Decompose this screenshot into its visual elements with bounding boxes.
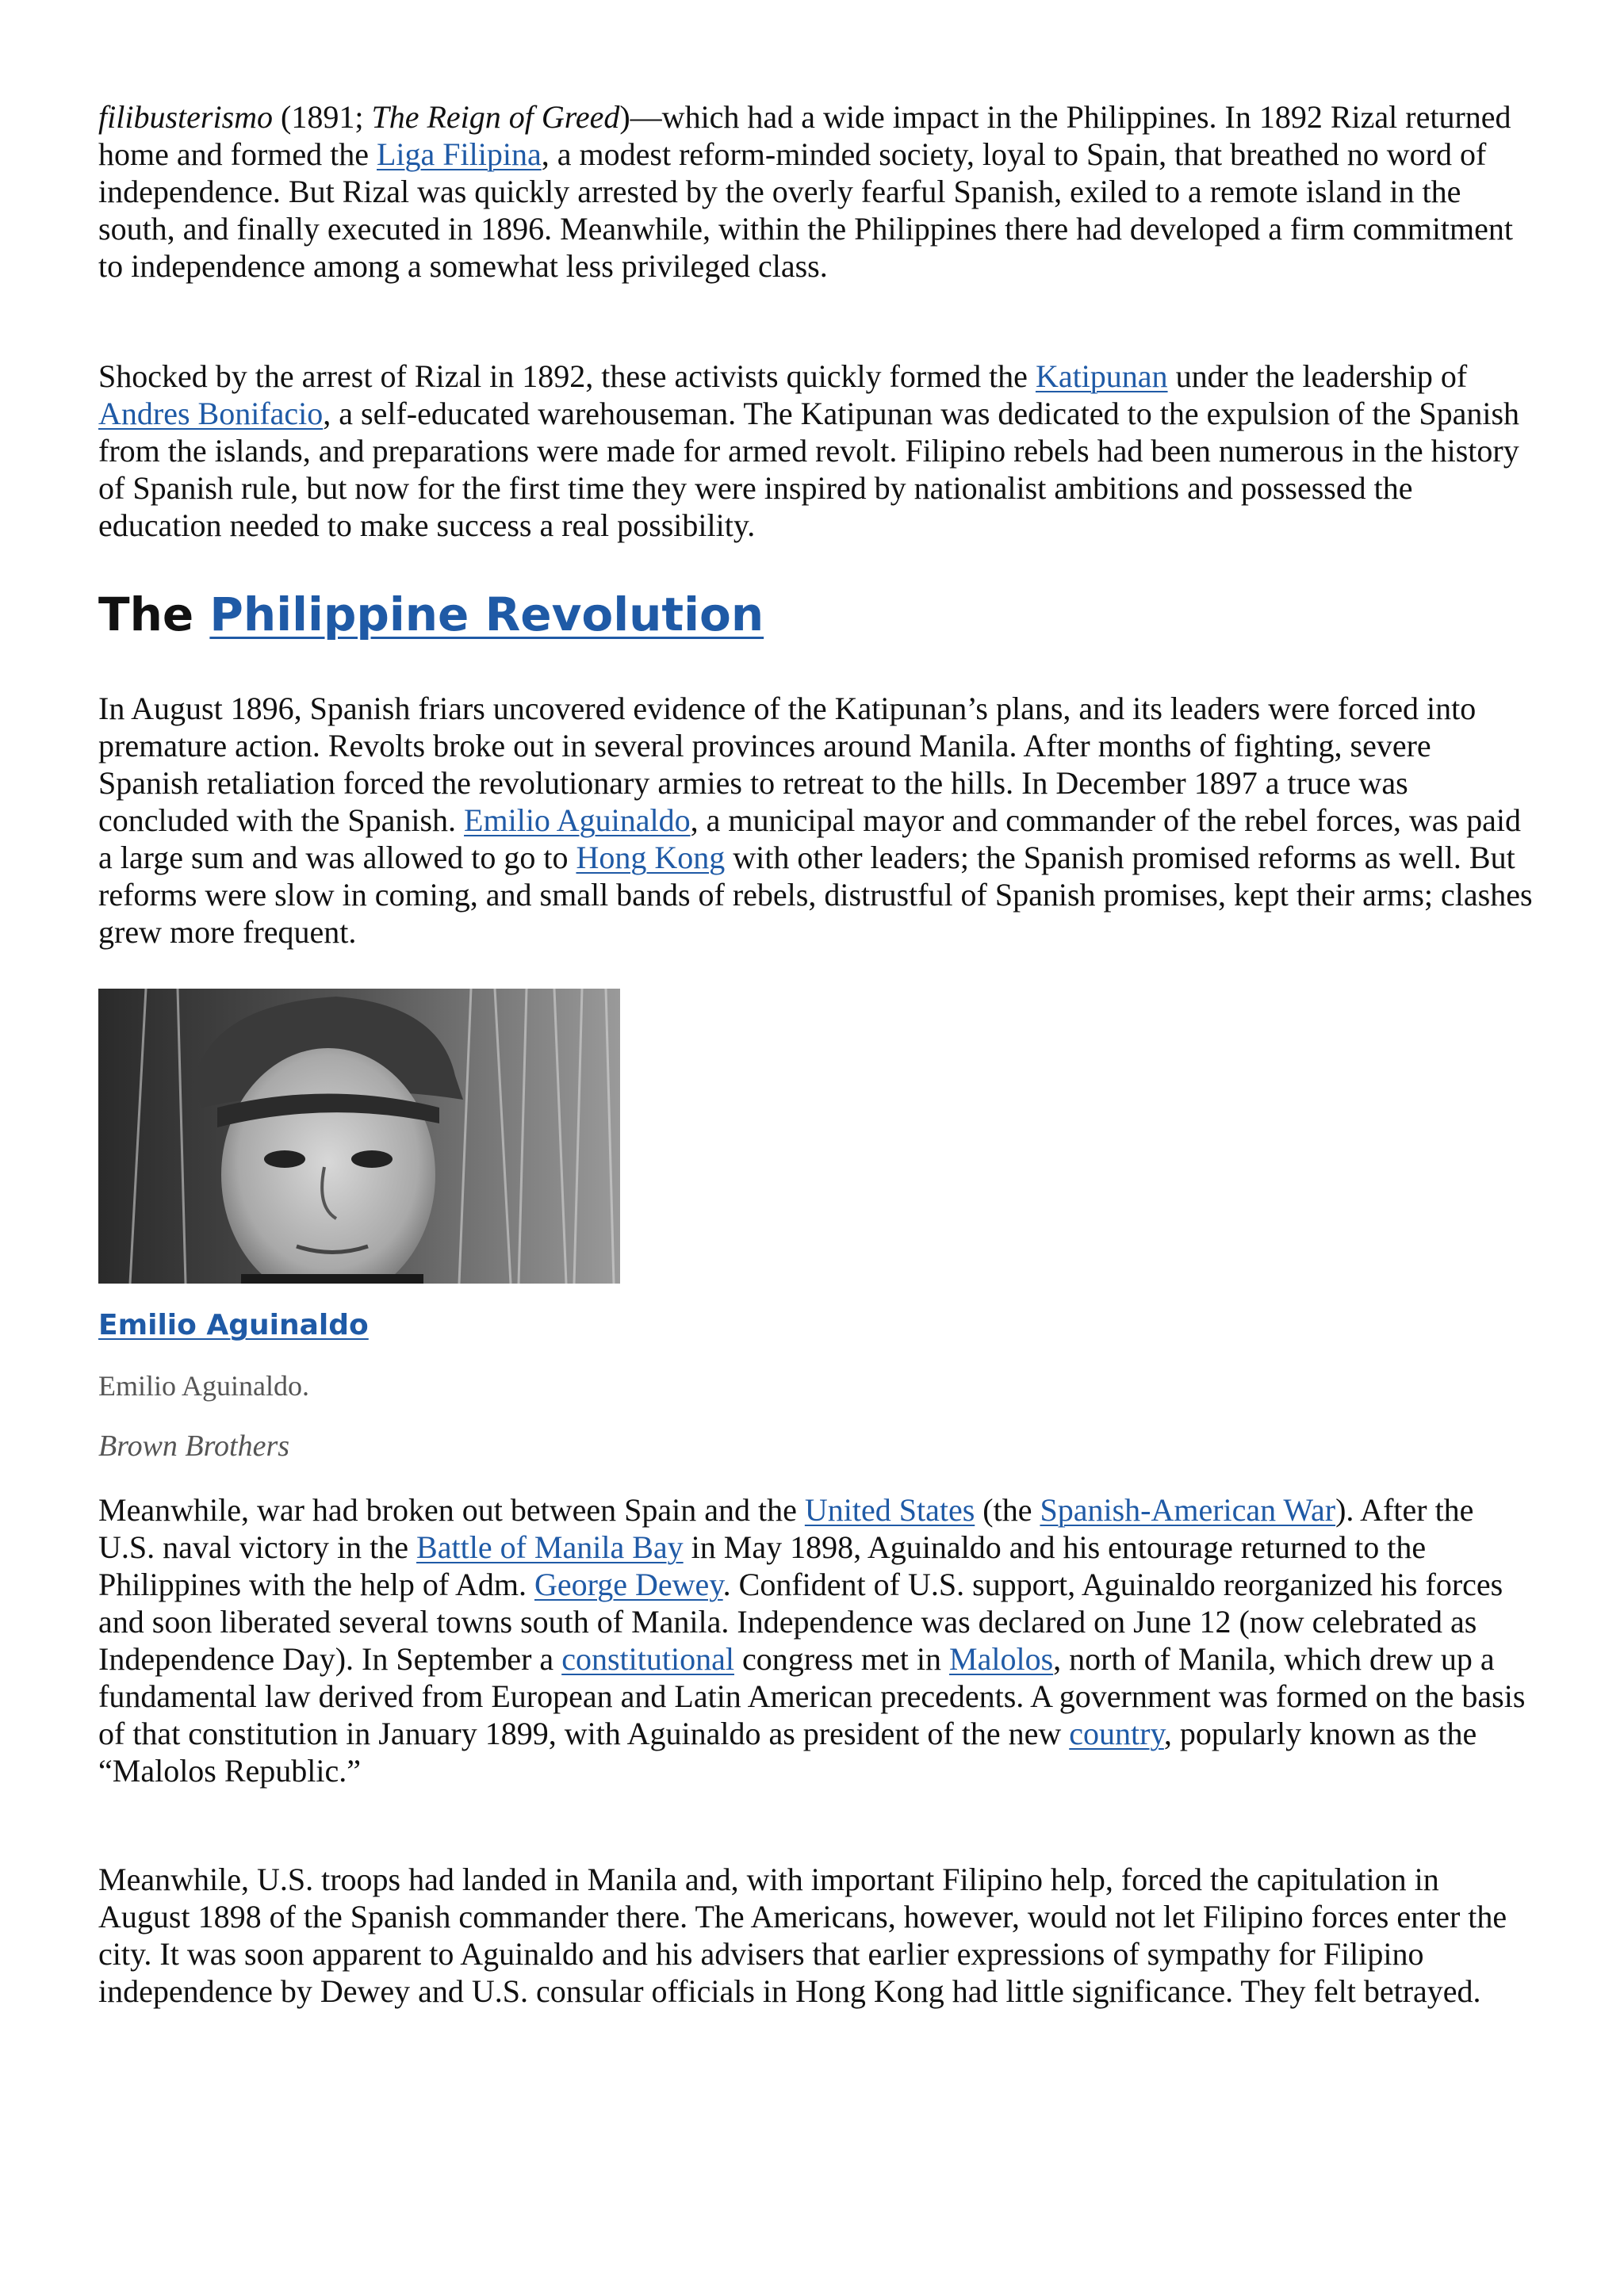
paragraph-katipunan (98, 358, 1534, 544)
text-span: (1891; (273, 99, 372, 135)
book-title-reign-of-greed: The Reign of Greed (371, 99, 620, 135)
link-figure-emilio-aguinaldo[interactable]: Emilio Aguinaldo (98, 1309, 369, 1341)
text-span: In August 1896, Spanish friars uncovered evidence of the Katipunan’s plans, and its leaders were forced into premature action. Revolts broke out in several provinces around Manila. After months of fighting, severe Spanish retaliation forced the revolutionary armies to retreat to the hills. In December 1897 a truce was concluded with the Spanish. (98, 691, 1477, 838)
paragraph-revolution (98, 690, 1534, 951)
text-span: , popularly known as the “Malolos Republic.” (98, 1716, 1477, 1789)
aguinaldo-photo[interactable] (98, 989, 620, 1284)
heading-prefix: The (98, 587, 210, 641)
link-andres-bonifacio[interactable]: Andres Bonifacio (98, 396, 324, 431)
link-battle-of-manila-bay[interactable]: Battle of Manila Bay (416, 1529, 684, 1565)
link-malolos[interactable]: Malolos (949, 1641, 1054, 1677)
link-spanish-american-war[interactable]: Spanish-American War (1040, 1492, 1336, 1528)
portrait-image (98, 989, 620, 1284)
paragraph-rizal-works (98, 98, 1534, 285)
text-span: ). After the U.S. naval victory in the (98, 1492, 1474, 1565)
text-span: congress met in (733, 1641, 950, 1677)
link-liga-filipina[interactable]: Liga Filipina (377, 136, 542, 172)
book-title-filibusterismo: filibusterismo (98, 99, 274, 135)
text-span: Meanwhile, U.S. troops had landed in Manila and, with important Filipino help, forced the capitulation in August 1898 of the Spanish commander there. The Americans, however, would not let Filipino forces enter the city. It was soon apparent to Aguinaldo and his advisers that earlier expressions of sympathy for Filipino independence by Dewey and U.S. consular officials in Hong Kong had little significance. They felt betrayed. (98, 1862, 1507, 2009)
paragraph-us-troops (98, 1861, 1534, 2010)
link-country[interactable]: country (1069, 1716, 1164, 1751)
link-united-states[interactable]: United States (804, 1492, 975, 1528)
figure-description: Emilio Aguinaldo. (98, 1370, 309, 1402)
text-span: , north of Manila, which drew up a fundamental law derived from European and Latin American precedents. A government was formed on the basis of that constitution in January 1899, with Aguinaldo as president of the new (98, 1641, 1526, 1751)
link-katipunan[interactable]: Katipunan (1035, 358, 1168, 394)
text-span: , a modest reform-minded society, loyal to Spain, that breathed no word of independence. But Rizal was quickly arrested by the overly fearful Spanish, exiled to a remote island in the south, and finally executed in 1896. Meanwhile, within the Philippines there had developed a firm commitment to independence among a somewhat less privileged class. (98, 136, 1514, 284)
text-span: under the leadership of (1167, 358, 1468, 394)
section-heading (98, 583, 764, 646)
text-span: , a municipal mayor and commander of the rebel forces, was paid a large sum and was allowed to go to (98, 802, 1521, 875)
text-span: Meanwhile, war had broken out between Spain and the (98, 1492, 805, 1528)
figure-title (98, 1307, 369, 1345)
link-constitutional[interactable]: constitutional (561, 1641, 734, 1677)
link-george-dewey[interactable]: George Dewey (534, 1567, 723, 1602)
figure-credit: Brown Brothers (98, 1429, 290, 1463)
link-hong-kong[interactable]: Hong Kong (576, 840, 726, 875)
text-span: . Confident of U.S. support, Aguinaldo reorganized his forces and soon liberated several towns south of Manila. Independence was declared on June 12 (now celebrated as Independence Day). In September a (98, 1567, 1503, 1677)
text-span: (the (975, 1492, 1040, 1528)
text-span: in May 1898, Aguinaldo and his entourage returned to the Philippines with the help of Adm. (98, 1529, 1427, 1602)
text-span: with other leaders; the Spanish promised reforms as well. But reforms were slow in coming, and small bands of rebels, distrustful of Spanish promises, kept their arms; clashes grew more frequent. (98, 840, 1533, 950)
link-philippine-revolution[interactable]: Philippine Revolution (209, 587, 764, 641)
link-emilio-aguinaldo[interactable]: Emilio Aguinaldo (464, 802, 691, 838)
paragraph-spanish-american-war (98, 1491, 1534, 1789)
text-span: )—which had a wide impact in the Philippines. In 1892 Rizal returned home and formed the (98, 99, 1511, 172)
text-span: Shocked by the arrest of Rizal in 1892, these activists quickly formed the (98, 358, 1036, 394)
text-span: , a self-educated warehouseman. The Katipunan was dedicated to the expulsion of the Spanish from the islands, and preparations were made for armed revolt. Filipino rebels had been numerous in the history of Spanish rule, but now for the first time they were inspired by nationalist ambitions and possessed the education needed to make success a real possibility. (98, 396, 1520, 543)
